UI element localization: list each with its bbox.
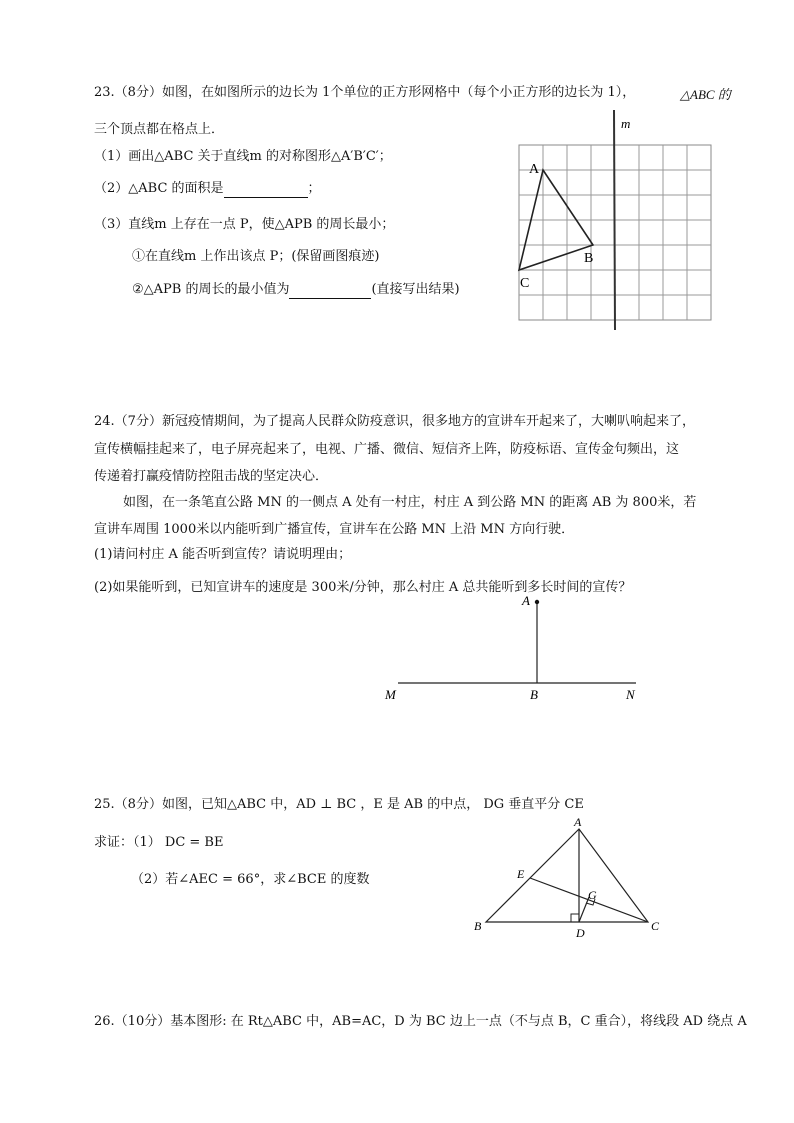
q25-label-e: E xyxy=(517,867,525,881)
q26-line1: 26.（10分）基本图形: 在 Rt△ABC 中，AB=AC，D 为 BC 边上一点（不与点 B，C 重合），将线段 AD 绕点 A xyxy=(94,1014,747,1029)
q25-right-angle-d xyxy=(571,914,579,922)
q23-line1-tri: △ABC 的 xyxy=(680,87,731,102)
q24-line5: 宣讲车周围 1000米以内能听到广播宣传，宣讲车在公路 MN 上沿 MN 方向行驶． xyxy=(94,522,575,537)
q24-line1: 24.（7分）新冠疫情期间，为了提高人民群众防疫意识，很多地方的宣讲车开起来了，大喇叭响起来了， xyxy=(94,414,695,429)
q25-proof1: 求证：（1） DC = BE xyxy=(94,835,224,850)
q24-line4: 如图，在一条笔直公路 MN 的一侧点 A 处有一村庄，村庄 A 到公路 MN 的距离 AB 为 800米，若 xyxy=(123,495,697,510)
q24-label-b: B xyxy=(530,687,538,702)
q25-label-d: D xyxy=(576,926,585,940)
q24-part1: (1)请问村庄 A 能否听到宣传？请说明理由； xyxy=(94,547,352,562)
q23-label-m: m xyxy=(621,116,631,131)
q24-line3: 传递着打赢疫情防控阻击战的坚定决心． xyxy=(94,469,329,484)
q23-label-c: C xyxy=(520,276,530,291)
q25-label-c: C xyxy=(651,919,660,933)
q25-label-a: A xyxy=(574,815,582,829)
q23-part3b-end: (直接写出结果) xyxy=(371,282,460,297)
q23-part2-end: ； xyxy=(307,181,321,196)
q24-label-m: M xyxy=(385,687,396,702)
q23-part3b-text: ②△APB 的周长的最小值为 xyxy=(132,282,290,297)
q23-part3a: ①在直线m 上作出该点 P；(保留画图痕迹) xyxy=(132,249,380,264)
q24-line2: 宣传横幅挂起来了，电子屏亮起来了，电视、广播、微信、短信齐上阵，防疫标语、宣传金句频出，这 xyxy=(94,442,680,457)
q25-proof2: （2）若∠AEC = 66°，求∠BCE 的度数 xyxy=(131,872,370,887)
q23-part2-text: （2）△ABC 的面积是 xyxy=(94,181,224,196)
q23-label-b: B xyxy=(584,251,594,266)
q24-part2: (2)如果能听到，已知宣讲车的速度是 300米/分钟，那么村庄 A 总共能听到多长时间的宣传？ xyxy=(94,580,632,595)
q23-line1-text: 23.（8分）如图，在如图所示的边长为 1个单位的正方形网格中（每个小正方形的边长为 1）， xyxy=(94,85,636,100)
q25-label-g: G xyxy=(588,888,597,902)
q23-part1: （1）画出△ABC 关于直线m 的对称图形△A′B′C′； xyxy=(94,149,392,164)
q25-line1: 25.（8分）如图，已知△ABC 中，AD ⊥ BC ，E 是 AB 的中点， DG 垂直平分 CE xyxy=(94,797,584,812)
q24-label-n: N xyxy=(626,687,635,702)
q24-label-a: A xyxy=(522,593,530,608)
q25-triangle-abc xyxy=(486,829,648,922)
q23-part3: （3）直线m 上存在一点 P，使△APB 的周长最小； xyxy=(94,217,395,232)
q25-label-b: B xyxy=(474,919,482,933)
q23-line2: 三个顶点都在格点上． xyxy=(94,122,225,137)
q23-label-a: A xyxy=(529,162,540,177)
